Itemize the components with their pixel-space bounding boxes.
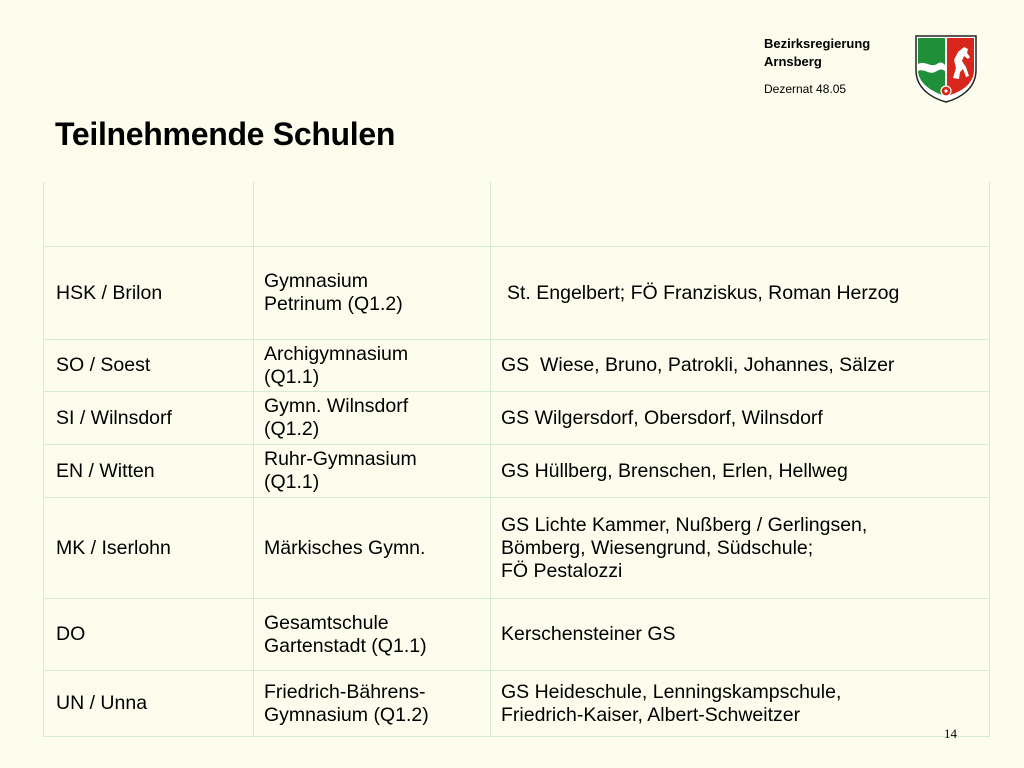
partner-line: GS Wiese, Bruno, Patrokli, Johannes, Sälzer: [501, 354, 895, 376]
partner-line: St. Engelbert; FÖ Franziskus, Roman Herzog: [507, 281, 900, 304]
gymnasium-line: Gartenstadt (Q1.1): [264, 634, 427, 657]
district-cell: EN / Witten: [44, 445, 254, 498]
gymnasium-line: Märkisches Gymn.: [264, 536, 426, 559]
table-row: [44, 340, 990, 392]
gymnasium-line: Gymn. Wilnsdorf: [264, 395, 409, 417]
partner-schools-cell: [491, 445, 990, 498]
gymnasium-cell: [254, 671, 491, 737]
partner-schools-cell: [491, 340, 990, 392]
gymnasium-line: (Q1.1): [264, 471, 320, 493]
department-label: Dezernat 48.05: [764, 82, 847, 96]
partner-line: GS Wilgersdorf, Obersdorf, Wilnsdorf: [501, 406, 823, 429]
gymnasium-cell: [254, 498, 491, 599]
header-cell: [44, 182, 254, 247]
gymnasium-line: (Q1.2): [264, 418, 320, 440]
district-cell: SI / Wilnsdorf: [44, 392, 254, 445]
gymnasium-cell: [254, 445, 491, 498]
gymnasium-line: Archigymnasium: [264, 342, 409, 365]
nrw-coat-of-arms-icon: [913, 34, 979, 104]
table-row: [44, 392, 990, 445]
header-cell: [491, 182, 990, 247]
table-row: [44, 445, 990, 498]
table-row: [44, 498, 990, 599]
gymnasium-line: Gymnasium (Q1.2): [264, 703, 429, 726]
partner-schools-cell: [491, 498, 990, 599]
page-number: 14: [944, 726, 957, 741]
gymnasium-line: Petrinum (Q1.2): [264, 293, 403, 315]
gymnasium-cell: [254, 599, 491, 671]
partner-line: GS Lichte Kammer, Nußberg / Gerlingsen,: [501, 513, 868, 536]
partner-line: GS Hüllberg, Brenschen, Erlen, Hellweg: [501, 459, 848, 482]
district-cell: DO: [44, 599, 254, 671]
partner-schools-cell: [491, 599, 990, 671]
gymnasium-line: Ruhr-Gymnasium: [264, 448, 417, 470]
gymnasium-line: (Q1.1): [264, 365, 320, 388]
header-block: [764, 35, 870, 98]
partner-line: Friedrich-Kaiser, Albert-Schweitzer: [501, 703, 801, 726]
header-cell: [254, 182, 491, 247]
district-cell: MK / Iserlohn: [44, 498, 254, 599]
partner-line: GS Heideschule, Lenningskampschule,: [501, 680, 842, 703]
table-row: [44, 599, 990, 671]
gymnasium-cell: [254, 340, 491, 392]
gymnasium-cell: [254, 392, 491, 445]
table-row: [44, 671, 990, 737]
schools-table: [43, 182, 990, 737]
table-header-row: [44, 182, 990, 247]
district-cell: UN / Unna: [44, 671, 254, 737]
partner-line: Kerschensteiner GS: [501, 623, 676, 645]
gymnasium-line: Gymnasium: [264, 270, 369, 292]
org-name-line1: Bezirksregierung: [764, 36, 871, 51]
partner-schools-cell: [491, 671, 990, 737]
partner-line: Bömberg, Wiesengrund, Südschule;: [501, 536, 814, 559]
page-title: Teilnehmende Schulen: [55, 116, 396, 152]
gymnasium-line: Friedrich-Bährens-: [264, 680, 426, 703]
table-row: [44, 247, 990, 340]
gymnasium-cell: [254, 247, 491, 340]
district-cell: SO / Soest: [44, 340, 254, 392]
partner-schools-cell: [491, 247, 990, 340]
district-cell: HSK / Brilon: [44, 247, 254, 340]
org-name-line2: Arnsberg: [764, 54, 822, 69]
partner-line: FÖ Pestalozzi: [501, 559, 623, 582]
partner-schools-cell: [491, 392, 990, 445]
gymnasium-line: Gesamtschule: [264, 611, 389, 634]
